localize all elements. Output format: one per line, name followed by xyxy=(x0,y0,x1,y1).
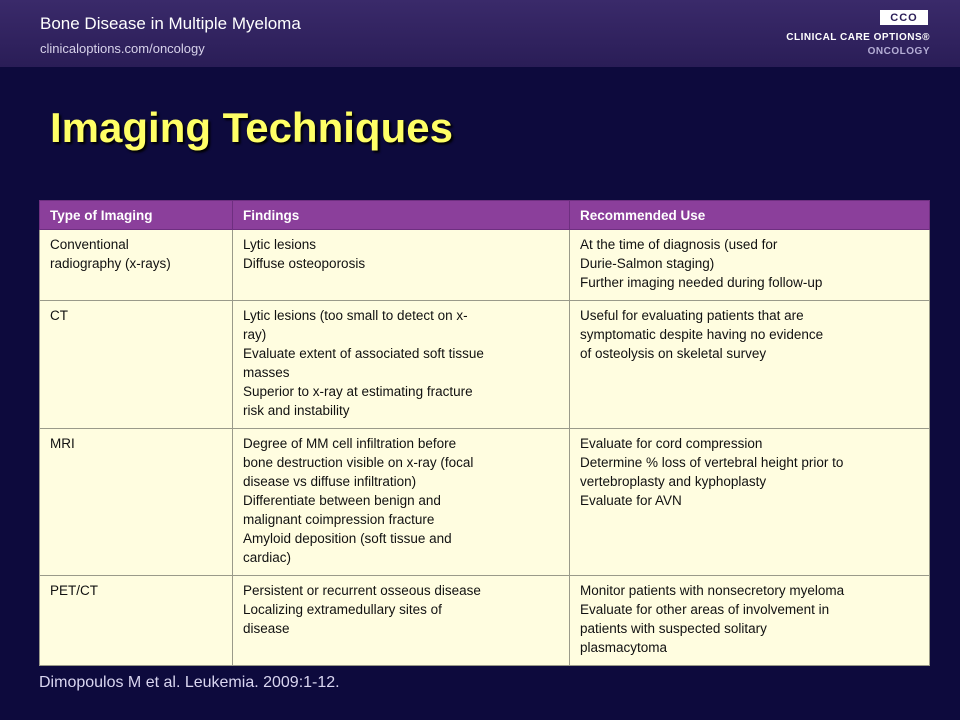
table-row xyxy=(40,230,930,301)
cell-line: symptomatic despite having no evidence xyxy=(580,327,824,342)
cell-line: Amyloid deposition (soft tissue and xyxy=(243,531,452,546)
cell-use xyxy=(570,301,930,429)
cell-line: ray) xyxy=(243,327,267,342)
cell-line: Lytic lesions xyxy=(243,237,317,252)
table-row xyxy=(40,576,930,666)
cell-line: Degree of MM cell infiltration before xyxy=(243,436,457,451)
cell-line: plasmacytoma xyxy=(580,640,668,655)
cell-line: Evaluate extent of associated soft tissue xyxy=(243,346,484,361)
table-row xyxy=(40,301,930,429)
cell-line: vertebroplasty and kyphoplasty xyxy=(580,474,767,489)
cell-type xyxy=(40,230,233,301)
cell-line: masses xyxy=(243,365,290,380)
cell-line: At the time of diagnosis (used for xyxy=(580,237,778,252)
cell-line: Differentiate between benign and xyxy=(243,493,441,508)
cell-line: Localizing extramedullary sites of xyxy=(243,602,442,617)
cell-type xyxy=(40,576,233,666)
cell-line: Evaluate for cord compression xyxy=(580,436,763,451)
cell-findings xyxy=(233,230,570,301)
cell-line: Useful for evaluating patients that are xyxy=(580,308,804,323)
cell-line: of osteolysis on skeletal survey xyxy=(580,346,767,361)
cell-line: Durie-Salmon staging) xyxy=(580,256,715,271)
logo-brand-name: CLINICAL CARE OPTIONS® xyxy=(786,32,930,43)
citation: Dimopoulos M et al. Leukemia. 2009:1-12. xyxy=(39,674,340,691)
column-header-use: Recommended Use xyxy=(570,201,930,230)
cell-type xyxy=(40,301,233,429)
cell-use xyxy=(570,429,930,576)
cell-line: malignant coimpression fracture xyxy=(243,512,435,527)
cell-line: Monitor patients with nonsecretory myeloma xyxy=(580,583,845,598)
cell-line: radiography (x-rays) xyxy=(50,256,171,271)
table-row xyxy=(40,429,930,576)
cell-line: Persistent or recurrent osseous disease xyxy=(243,583,481,598)
cco-logo-badge: CCO xyxy=(880,10,928,25)
cell-findings xyxy=(233,301,570,429)
cell-line: bone destruction visible on x-ray (focal xyxy=(243,455,474,470)
cell-use xyxy=(570,576,930,666)
cell-line: disease vs diffuse infiltration) xyxy=(243,474,417,489)
presentation-title: Bone Disease in Multiple Myeloma xyxy=(40,14,301,33)
cell-line: Conventional xyxy=(50,237,129,252)
cell-line: MRI xyxy=(50,436,75,451)
website-url: clinicaloptions.com/oncology xyxy=(40,41,205,56)
cell-use xyxy=(570,230,930,301)
header-bar xyxy=(0,0,960,67)
table-header-row xyxy=(40,201,930,230)
imaging-table xyxy=(39,200,930,666)
cell-type xyxy=(40,429,233,576)
cell-line: disease xyxy=(243,621,290,636)
cell-line: Evaluate for other areas of involvement in xyxy=(580,602,830,617)
cell-line: PET/CT xyxy=(50,583,99,598)
cell-line: risk and instability xyxy=(243,403,350,418)
cell-findings xyxy=(233,576,570,666)
cell-line: patients with suspected solitary xyxy=(580,621,767,636)
column-header-type: Type of Imaging xyxy=(40,201,233,230)
column-header-findings: Findings xyxy=(233,201,570,230)
cell-line: Further imaging needed during follow-up xyxy=(580,275,823,290)
cell-line: Superior to x-ray at estimating fracture xyxy=(243,384,473,399)
cell-findings xyxy=(233,429,570,576)
cell-line: Lytic lesions (too small to detect on x- xyxy=(243,308,468,323)
cell-line: Diffuse osteoporosis xyxy=(243,256,366,271)
cell-line: CT xyxy=(50,308,68,323)
cell-line: Determine % loss of vertebral height prior to xyxy=(580,455,844,470)
logo-division: ONCOLOGY xyxy=(867,46,930,57)
slide-title: Imaging Techniques xyxy=(50,104,453,151)
cell-line: Evaluate for AVN xyxy=(580,493,682,508)
cell-line: cardiac) xyxy=(243,550,292,565)
